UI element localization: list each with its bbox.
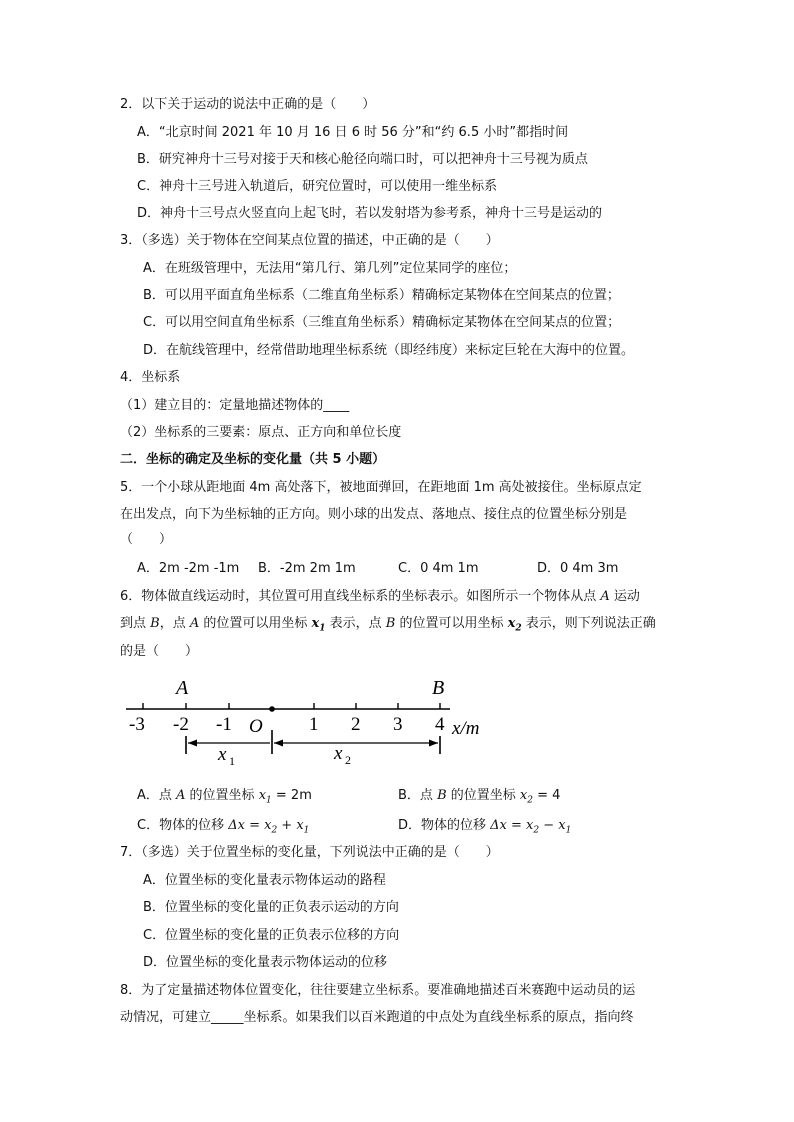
q6-option-c <box>137 817 309 840</box>
q6-point-a-ref: A <box>176 788 186 803</box>
q6-point-b-ref: B <box>385 616 396 631</box>
q4-item-2: （2）坐标系的三要素：原点、正方向和单位长度 <box>120 425 402 440</box>
q6-sub: 2 <box>271 825 278 836</box>
axis-ticks <box>143 703 440 709</box>
q2-stem: 2．以下关于运动的说法中正确的是（ ） <box>120 97 376 112</box>
q6-math <box>258 788 272 806</box>
q6-x-letter: x <box>311 616 320 631</box>
q6-text-seg: ，点 <box>159 616 190 631</box>
q3-option-c: C．可以用空间直角坐标系（三维直角坐标系）精确标定某物体在空间某点的位置； <box>143 315 621 330</box>
q6-line-2 <box>120 615 656 638</box>
q2-option-d: D．神舟十三号点火竖直向上起飞时，若以发射塔为参考系，神舟十三号是运动的 <box>137 206 603 221</box>
q6-sub: 2 <box>515 623 522 634</box>
q6-opt-text: D．物体的位移 <box>398 818 491 833</box>
q6-opt-text: A．点 <box>137 788 177 803</box>
q6-x1-symbol <box>311 616 326 634</box>
q6-math-part: Δx = x <box>490 818 534 833</box>
q6-line-1-tail: 运动 <box>609 589 640 604</box>
q5-line-3: （ ） <box>120 532 173 547</box>
q6-text-seg: 的位置可以用坐标 <box>395 616 508 631</box>
q7-option-d: D．位置坐标的变化量表示物体运动的位移 <box>143 955 388 970</box>
q6-x-letter: x <box>507 616 516 631</box>
q6-opt-text: 的位置坐标 <box>185 788 259 803</box>
q6-opt-text: = 2m <box>271 788 312 803</box>
q6-line-3: 的是（ ） <box>120 644 199 659</box>
q7-stem: 7．（多选）关于位置坐标的变化量，下列说法中正确的是（ ） <box>120 845 499 860</box>
segment-sub-2: 2 <box>345 753 351 767</box>
tick-label: 4 <box>435 714 445 735</box>
q6-text-seg: 表示，点 <box>325 616 386 631</box>
origin-dot <box>269 706 275 712</box>
q3-stem: 3．（多选）关于物体在空间某点位置的描述，中正确的是（ ） <box>120 233 499 248</box>
tick-label: 2 <box>351 714 361 735</box>
axis-unit-label: x/m <box>452 718 480 739</box>
q6-option-b <box>398 787 560 810</box>
q6-point-b-ref: B <box>437 788 447 803</box>
q5-line-1: 5．一个小球从距地面 4m 高处落下，被地面弹回，在距地面 1m 高处被接住。坐标原点定 <box>120 480 642 495</box>
q2-option-c: C．神舟十三号进入轨道后，研究位置时，可以使用一维坐标系 <box>137 179 498 194</box>
q6-option-d <box>398 817 571 840</box>
q6-sub: 1 <box>266 795 272 806</box>
q6-opt-text: B．点 <box>398 788 438 803</box>
x1-arrowhead <box>188 740 197 747</box>
q6-point-b-ref: B <box>150 616 160 631</box>
q4-item-1: （1）建立目的：定量地描述物体的____ <box>120 398 350 413</box>
q6-point-a-ref: A <box>189 616 200 631</box>
q7-option-c: C．位置坐标的变化量的正负表示位移的方向 <box>143 928 400 943</box>
tick-label: -3 <box>129 714 145 735</box>
q6-sub: 1 <box>565 825 572 836</box>
q6-option-a <box>137 787 312 810</box>
q6-sub: 2 <box>533 825 540 836</box>
number-line-figure <box>118 672 498 772</box>
q5-option-d: D．0 4m 3m <box>537 561 619 576</box>
q6-line-1-text: 6．物体做直线运动时，其位置可用直线坐标系的坐标表示。如图所示一个物体从点 <box>120 589 601 604</box>
q6-math-part: Δx = x <box>228 818 272 833</box>
segment-label-x2: x <box>334 743 343 764</box>
q6-text-seg: 到点 <box>120 616 151 631</box>
q4-stem: 4．坐标系 <box>120 370 181 385</box>
q6-opt-text: = 4 <box>532 788 561 803</box>
q8-line-1: 8．为了定量描述物体位置变化，往往要建立坐标系。要准确地描述百米赛跑中运动员的运 <box>120 983 636 998</box>
q6-math-part: + x <box>277 818 304 833</box>
q6-x-letter: x <box>258 788 267 803</box>
origin-label: O <box>249 716 263 737</box>
q6-math-part: − x <box>539 818 566 833</box>
q6-opt-text: 的位置坐标 <box>446 788 520 803</box>
q3-option-d: D．在航线管理中，经常借助地理坐标系统（即经纬度）来标定巨轮在大海中的位置。 <box>143 343 635 358</box>
q5-option-c: C．0 4m 1m <box>398 561 479 576</box>
x2-arrowhead-left <box>274 740 283 747</box>
q6-sub: 1 <box>303 825 310 836</box>
q6-math <box>490 818 572 836</box>
q6-sub: 1 <box>319 623 326 634</box>
tick-label: -1 <box>216 714 232 735</box>
x2-arrowhead-right <box>429 740 438 747</box>
tick-label: -2 <box>173 714 189 735</box>
q2-option-b: B．研究神舟十三号对接于天和核心舱径向端口时，可以把神舟十三号视为质点 <box>137 152 588 167</box>
tick-label: 3 <box>393 714 403 735</box>
q6-sub: 2 <box>527 795 533 806</box>
tick-label: 1 <box>309 714 319 735</box>
q6-text-seg: 表示，则下列说法正确 <box>521 616 656 631</box>
q3-option-b: B．可以用平面直角坐标系（二维直角坐标系）精确标定某物体在空间某点的位置； <box>143 288 620 303</box>
q7-option-a: A．位置坐标的变化量表示物体运动的路程 <box>143 873 386 888</box>
q7-option-b: B．位置坐标的变化量的正负表示运动的方向 <box>143 900 399 915</box>
q6-opt-text: C．物体的位移 <box>137 818 229 833</box>
q6-math <box>519 788 533 806</box>
q2-option-a: A．“北京时间 2021 年 10 月 16 日 6 时 56 分”和“约 6.5 小时”都指时间 <box>137 125 569 140</box>
q8-line-2: 动情况，可建立_____坐标系。如果我们以百米跑道的中点处为直线坐标系的原点，指向终 <box>120 1010 634 1025</box>
q5-option-b: B．-2m 2m 1m <box>258 561 356 576</box>
q6-math <box>228 818 310 836</box>
figure-label-a: A <box>176 677 189 699</box>
segment-label-x1: x <box>218 744 227 765</box>
q6-x-letter: x <box>519 788 528 803</box>
figure-label-b: B <box>432 677 445 699</box>
q6-x2-symbol <box>507 616 522 634</box>
section-heading: 二．坐标的确定及坐标的变化量（共 5 小题） <box>120 452 386 467</box>
q6-point-a-ref: A <box>600 589 610 604</box>
q5-option-a: A．2m -2m -1m <box>137 561 240 576</box>
q6-text-seg: 的位置可以用坐标 <box>199 616 312 631</box>
q6-line-1 <box>120 588 640 606</box>
q5-line-2: 在出发点，向下为坐标轴的正方向。则小球的出发点、落地点、接住点的位置坐标分别是 <box>120 507 628 522</box>
q3-option-a: A．在班级管理中，无法用“第几行、第几列”定位某同学的座位； <box>143 261 517 276</box>
segment-sub-1: 1 <box>229 754 235 768</box>
